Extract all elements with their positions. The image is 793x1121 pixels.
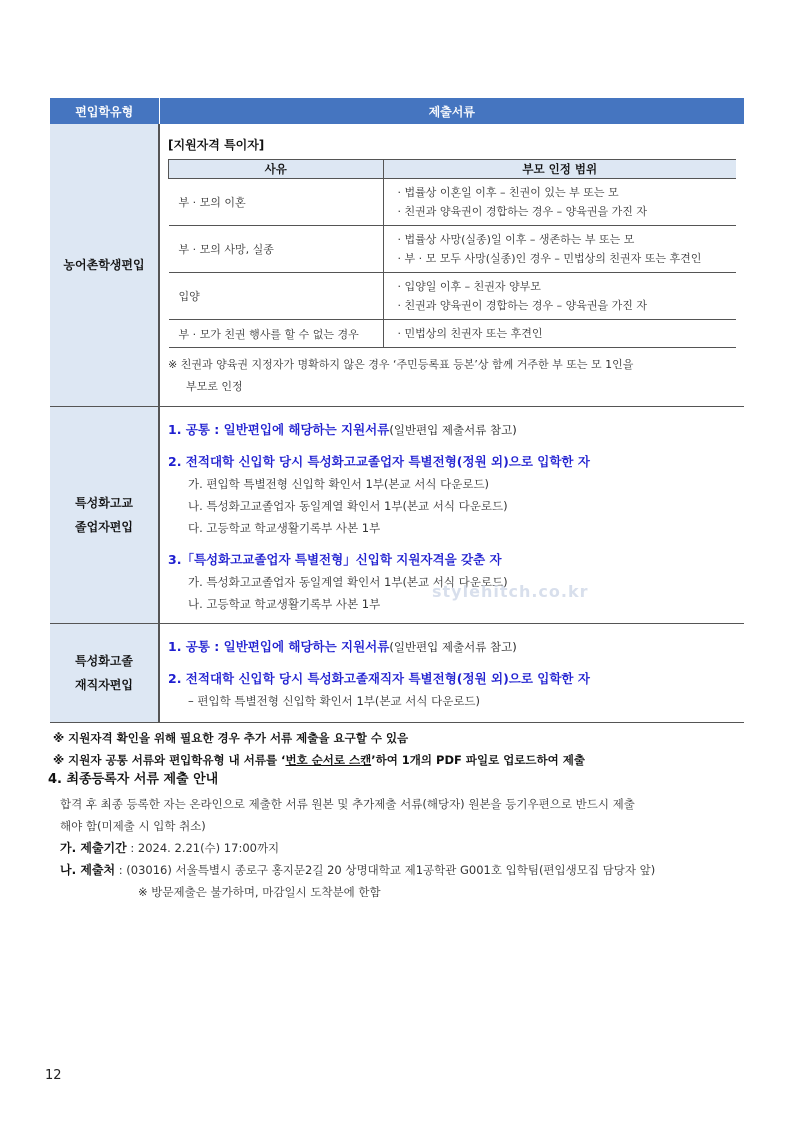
section-title: 4. 최종등록자 서류 제출 안내	[48, 772, 219, 787]
scope-cell	[383, 226, 736, 273]
section-subtitle: [지원자격 특이자]	[168, 138, 265, 152]
table-row	[169, 320, 737, 348]
footnote-text: ’하여 1개의 PDF 파일로 업로드하여 제출	[371, 753, 585, 767]
footnote-emphasis: 번호 순서로 스캔	[285, 753, 372, 767]
table-row	[50, 624, 744, 723]
doc-item-head: 3.「특성화고교졸업자 특별전형」신입학 지원자격을 갖춘 자	[168, 552, 502, 567]
doc-item-head	[168, 419, 736, 441]
documents-table	[50, 98, 744, 723]
col-header-type: 편입학유형	[50, 98, 159, 124]
reason-cell: 부 · 모가 친권 행사를 할 수 없는 경우	[169, 320, 384, 348]
type-label-line: 재직자편입	[75, 678, 133, 692]
note-line: ※ 친권과 양육권 지정자가 명확하지 않은 경우 ‘주민등록표 등본’상 함께 거주한 부 또는 모 1인을	[168, 358, 634, 371]
footnote: ※ 지원자격 확인을 위해 필요한 경우 추가 서류 제출을 요구할 수 있음	[53, 731, 409, 745]
reason-table-header	[169, 160, 737, 179]
reason-table	[168, 159, 736, 348]
scope-line: · 부 · 모 모두 사망(실종)인 경우 – 민법상의 친권자 또는 후견인	[397, 252, 702, 265]
place-note: ※ 방문제출은 불가하며, 마감일시 도착분에 한함	[138, 885, 381, 899]
section-description: 합격 후 최종 등록한 자는 온라인으로 제출한 서류 원본 및 추가제출 서류(해당자) 원본을 등기우편으로 반드시 제출	[60, 797, 635, 811]
table-row	[50, 124, 744, 407]
docs-cell-employed	[159, 624, 744, 723]
footnotes	[50, 727, 744, 771]
table-row	[169, 273, 737, 320]
submission-period	[48, 837, 758, 859]
page-number: 12	[45, 1068, 62, 1083]
guardian-note	[168, 354, 736, 398]
doc-item-note: (일반편입 제출서류 참고)	[389, 640, 517, 654]
scope-line: · 법률상 사망(실종)일 이후 – 생존하는 부 또는 모	[397, 233, 635, 246]
docs-cell-rural	[159, 124, 744, 407]
scope-cell	[383, 320, 736, 348]
footnote-text: ※ 지원자 공통 서류와 편입학유형 내 서류를 ‘	[53, 753, 286, 767]
scope-header: 부모 인정 범위	[383, 160, 736, 179]
doc-sub-item: 나. 고등학교 학교생활기록부 사본 1부	[188, 597, 381, 611]
section-description: 해야 함(미제출 시 입학 취소)	[60, 819, 206, 833]
doc-sub-item: – 편입학 특별전형 신입학 확인서 1부(본교 서식 다운로드)	[188, 694, 481, 708]
scope-line: · 법률상 이혼일 이후 – 친권이 있는 부 또는 모	[397, 186, 619, 199]
document-body	[50, 98, 744, 771]
doc-item-head	[168, 636, 736, 658]
place-label: 나. 제출처	[60, 863, 116, 877]
table-header-row	[50, 98, 744, 124]
section-final-registrant	[48, 768, 758, 903]
table-row	[169, 226, 737, 273]
type-cell-rural: 농어촌학생편입	[50, 124, 159, 407]
scope-line: · 친권과 양육권이 경합하는 경우 – 양육권을 가진 자	[397, 299, 647, 312]
type-label-line: 특성화고졸	[75, 654, 133, 668]
col-header-docs: 제출서류	[159, 98, 744, 124]
table-row	[50, 407, 744, 624]
type-cell-employed	[50, 624, 159, 723]
scope-line: · 입양일 이후 – 친권자 양부모	[397, 280, 541, 293]
type-label-line: 특성화고교	[75, 496, 133, 510]
reason-cell: 입양	[169, 273, 384, 320]
period-label: 가. 제출기간	[60, 841, 127, 855]
scope-line: · 친권과 양육권이 경합하는 경우 – 양육권을 가진 자	[397, 205, 647, 218]
note-line: 부모로 인정	[186, 380, 243, 393]
doc-item-head: 2. 전적대학 신입학 당시 특성화고졸재직자 특별전형(정원 외)으로 입학한 자	[168, 671, 590, 686]
doc-item-note: (일반편입 제출서류 참고)	[389, 423, 517, 437]
table-row	[169, 179, 737, 226]
doc-item-head-text: 1. 공통 : 일반편입에 해당하는 지원서류	[168, 422, 390, 437]
submission-place	[48, 859, 758, 881]
doc-item-head-text: 1. 공통 : 일반편입에 해당하는 지원서류	[168, 639, 390, 654]
doc-sub-item: 가. 특성화고교졸업자 동일계열 확인서 1부(본교 서식 다운로드)	[188, 575, 508, 589]
type-label-line: 졸업자편입	[75, 520, 133, 534]
reason-cell: 부 · 모의 사망, 실종	[169, 226, 384, 273]
scope-line: · 민법상의 친권자 또는 후견인	[397, 327, 543, 340]
type-cell-vocational	[50, 407, 159, 624]
place-value: : (03016) 서울특별시 종로구 홍지문2길 20 상명대학교 제1공학관 G001호 입학팀(편입생모집 담당자 앞)	[115, 863, 656, 877]
watermark-logo: stylehitch.co.kr	[432, 582, 589, 601]
doc-sub-item: 가. 편입학 특별전형 신입학 확인서 1부(본교 서식 다운로드)	[188, 477, 490, 491]
doc-item-head: 2. 전적대학 신입학 당시 특성화고교졸업자 특별전형(정원 외)으로 입학한 자	[168, 454, 590, 469]
reason-cell: 부 · 모의 이혼	[169, 179, 384, 226]
doc-sub-item: 다. 고등학교 학교생활기록부 사본 1부	[188, 521, 381, 535]
period-value: : 2024. 2.21(수) 17:00까지	[126, 841, 280, 855]
reason-header: 사유	[169, 160, 384, 179]
doc-sub-item: 나. 특성화고교졸업자 동일계열 확인서 1부(본교 서식 다운로드)	[188, 499, 508, 513]
scope-cell	[383, 273, 736, 320]
scope-cell	[383, 179, 736, 226]
